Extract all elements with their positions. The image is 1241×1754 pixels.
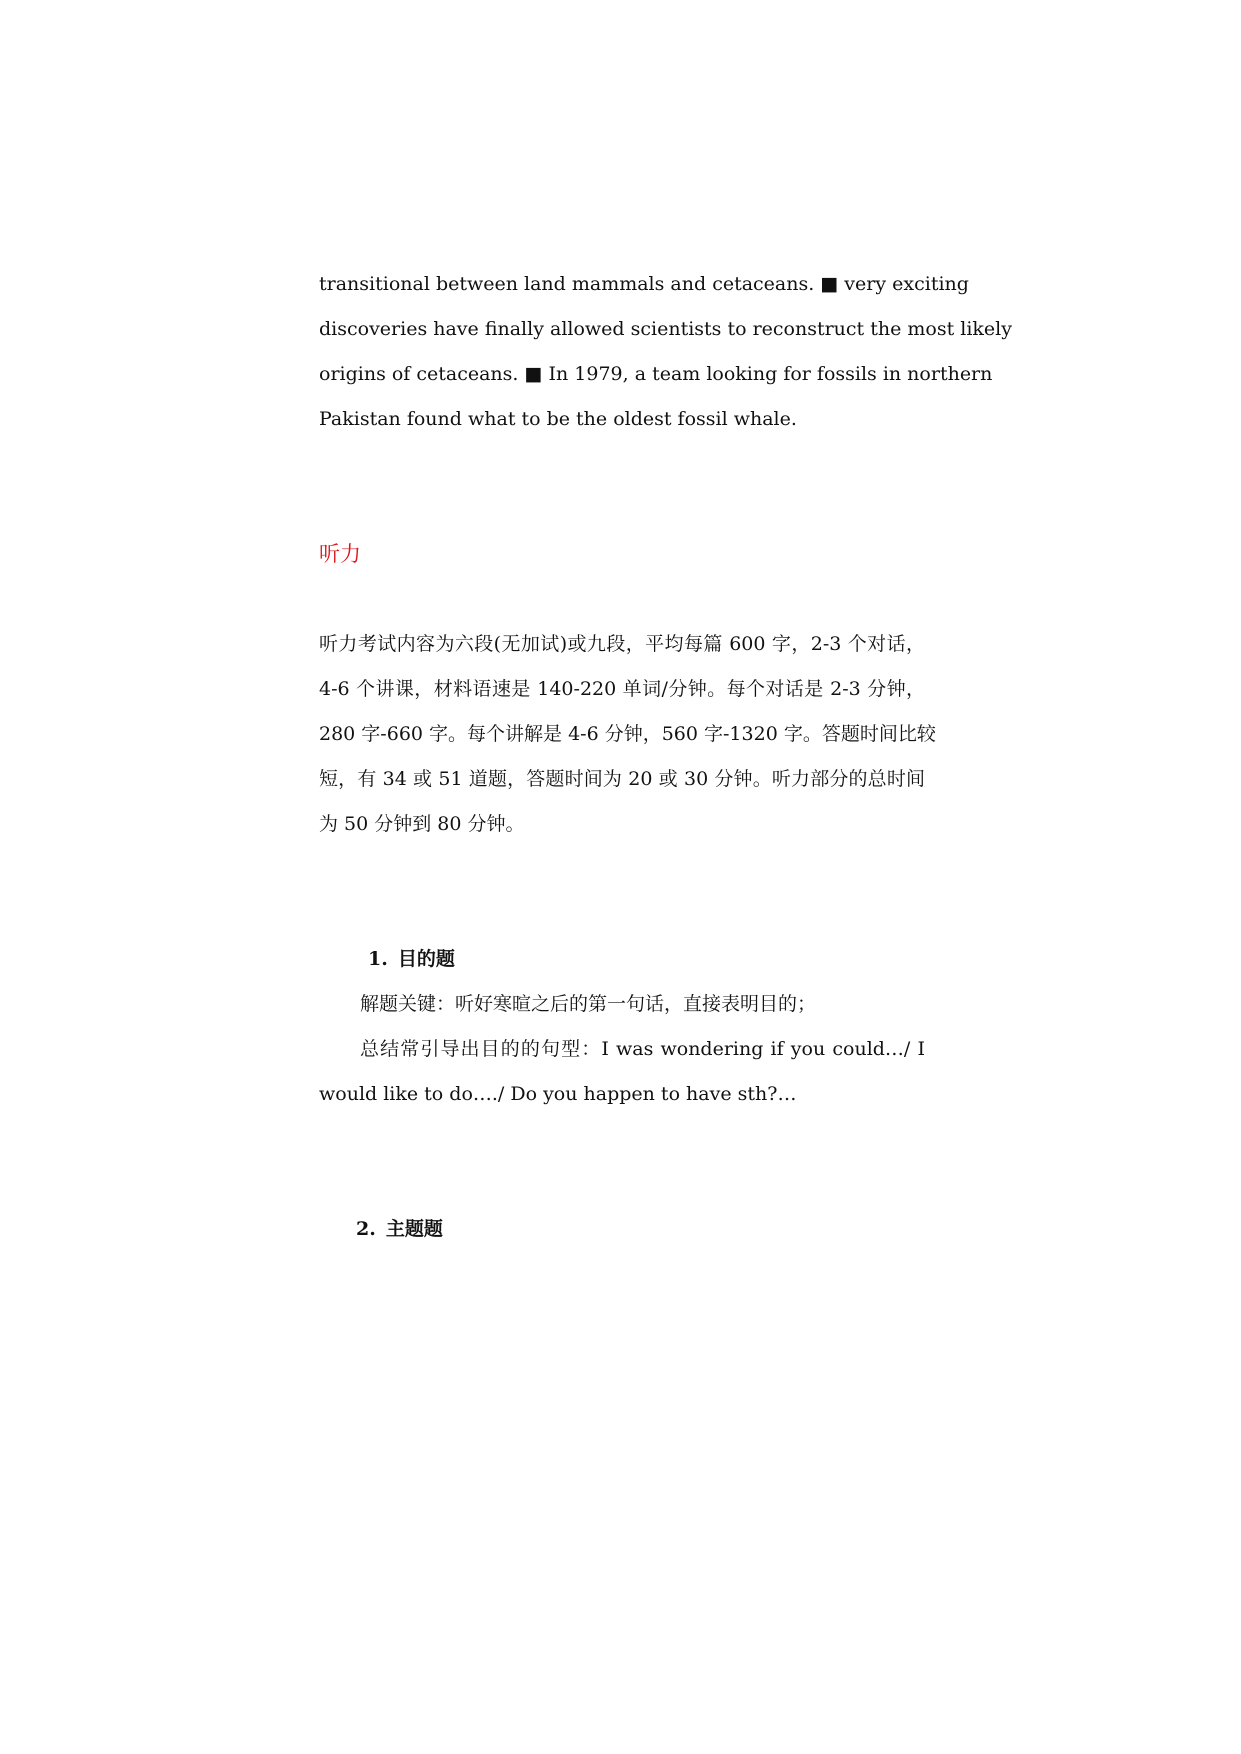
item-title: 主题题 — [385, 1218, 443, 1240]
item-1-line-2: 总结常引导出目的的句型：I was wondering if you could…/ I — [360, 1038, 925, 1060]
listening-intro-line-5: 为 50 分钟到 80 分钟。 — [319, 813, 525, 835]
passage-line-1: transitional between land mammals and cetaceans. ■ very exciting — [319, 273, 969, 295]
item-1-line-3: would like to do…./ Do you happen to have sth?… — [319, 1083, 797, 1105]
item-heading-main-idea — [356, 1216, 443, 1242]
listening-intro-line-4: 短，有 34 或 51 道题，答题时间为 20 或 30 分钟。听力部分的总时间 — [319, 768, 925, 790]
item-title: 目的题 — [397, 948, 455, 970]
item-1-line-1: 解题关键：听好寒暄之后的第一句话，直接表明目的； — [360, 993, 817, 1015]
section-title-listening: 听力 — [319, 542, 361, 566]
item-number: 2. — [356, 1218, 376, 1240]
passage-line-4: Pakistan found what to be the oldest fossil whale. — [319, 408, 797, 430]
listening-intro-line-3: 280 字-660 字。每个讲解是 4-6 分钟，560 字-1320 字。答题时间比较 — [319, 723, 936, 745]
item-number: 1. — [368, 948, 388, 970]
listening-intro-line-1: 听力考试内容为六段(无加试)或九段，平均每篇 600 字，2-3 个对话， — [319, 633, 925, 655]
listening-intro-line-2: 4-6 个讲课，材料语速是 140-220 单词/分钟。每个对话是 2-3 分钟， — [319, 678, 925, 700]
item-heading-purpose — [368, 946, 455, 972]
passage-line-3: origins of cetaceans. ■ In 1979, a team looking for fossils in northern — [319, 363, 993, 385]
passage-line-2: discoveries have finally allowed scientists to reconstruct the most likely — [319, 318, 1012, 340]
